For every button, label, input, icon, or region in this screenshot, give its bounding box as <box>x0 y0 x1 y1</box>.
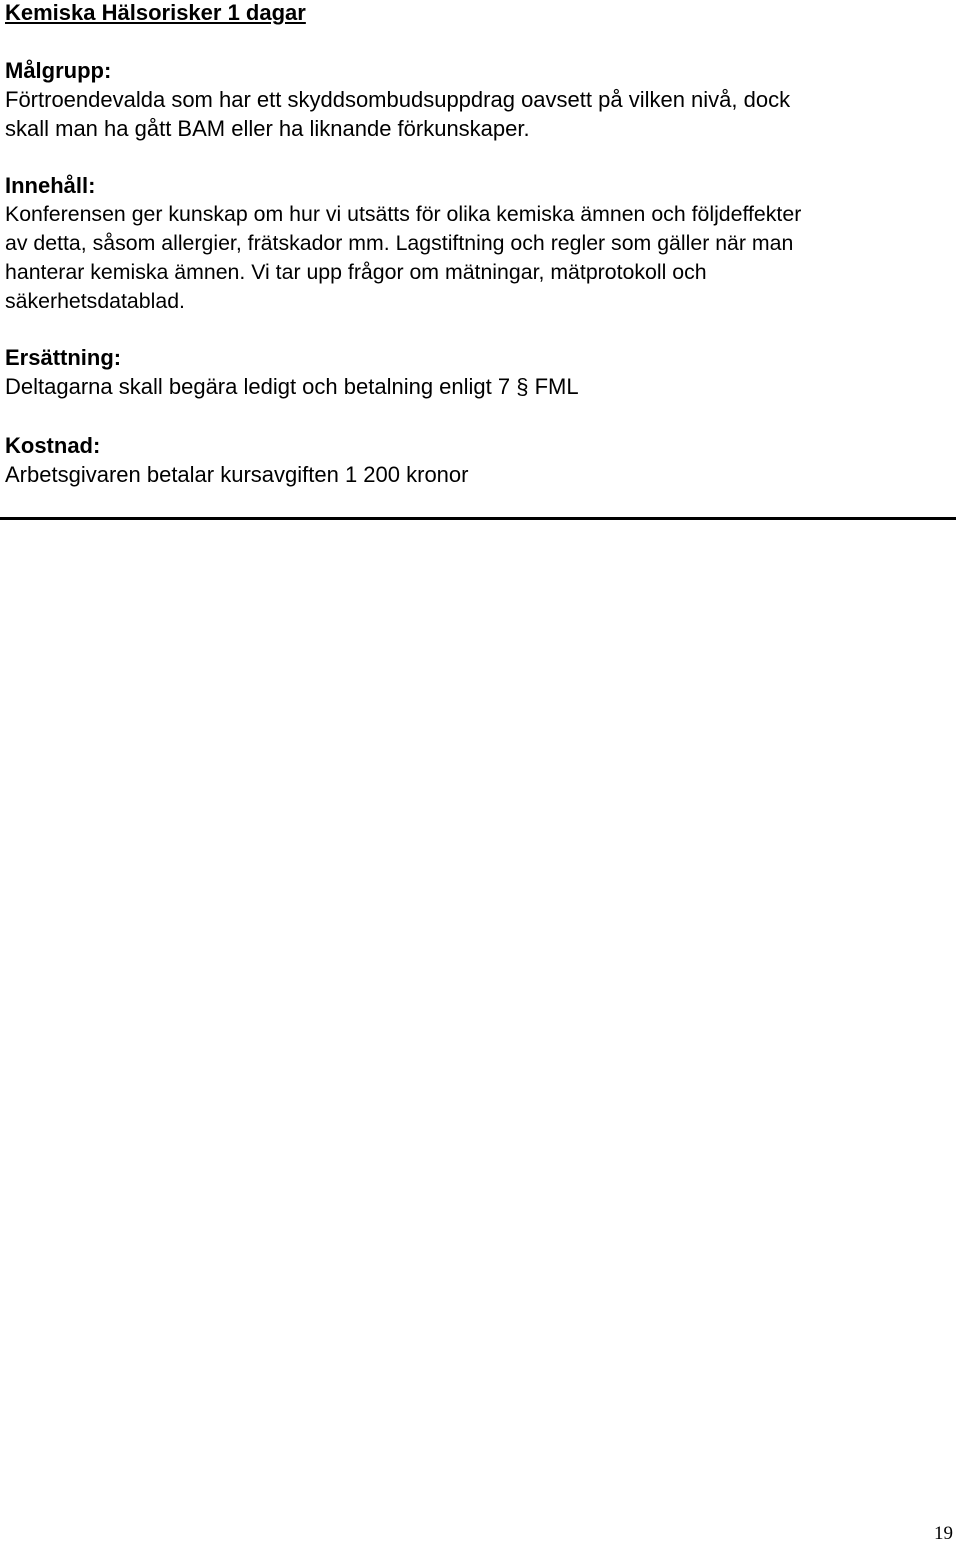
horizontal-divider <box>0 517 956 520</box>
section-label: Ersättning: <box>5 345 122 370</box>
section-text-line: säkerhetsdatablad. <box>5 289 185 313</box>
section-text-line: hanterar kemiska ämnen. Vi tar upp frågor om mätningar, mätprotokoll och <box>5 260 707 284</box>
section-malgrupp <box>5 56 955 143</box>
section-text-line: Arbetsgivaren betalar kursavgiften 1 200 kronor <box>5 462 469 487</box>
section-text-line: Förtroendevalda som har ett skyddsombudsuppdrag oavsett på vilken nivå, dock <box>5 87 791 112</box>
section-ersattning <box>5 343 955 401</box>
section-label: Innehåll: <box>5 173 96 198</box>
page-title: Kemiska Hälsorisker 1 dagar <box>5 0 306 25</box>
page-number: 19 <box>934 1523 953 1544</box>
section-label: Kostnad: <box>5 433 101 458</box>
section-text-line: skall man ha gått BAM eller ha liknande förkunskaper. <box>5 116 530 141</box>
section-label: Målgrupp: <box>5 58 112 83</box>
section-text-line: av detta, såsom allergier, frätskador mm. Lagstiftning och regler som gäller när man <box>5 231 794 255</box>
section-innehall <box>5 171 955 316</box>
section-text-line: Deltagarna skall begära ledigt och betalning enligt 7 § FML <box>5 374 579 399</box>
section-kostnad <box>5 431 955 489</box>
section-text-line: Konferensen ger kunskap om hur vi utsätts för olika kemiska ämnen och följdeffekter <box>5 202 802 226</box>
